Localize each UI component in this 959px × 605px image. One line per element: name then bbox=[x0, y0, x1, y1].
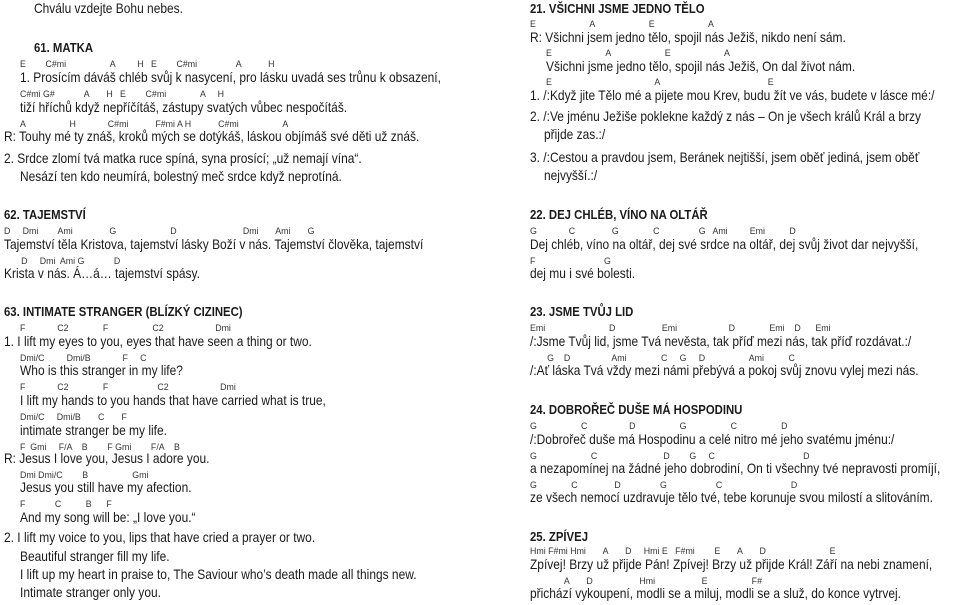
lyric-line: 1. I lift my eyes to you, eyes that have seen a thing or two. bbox=[4, 334, 312, 349]
chord-line: G C D G C D bbox=[530, 421, 788, 432]
song-22-title: 22. DEJ CHLÉB, VÍNO NA OLTÁŘ bbox=[530, 207, 708, 222]
chord-line: Dmi Dmi/C B Gmi bbox=[20, 470, 149, 481]
chord-line: Dmi/C Dmi/B C F bbox=[20, 412, 127, 423]
chord-line: Hmi F#mi Hmi A D Hmi E F#mi E A D E bbox=[530, 546, 836, 557]
chord-line: F C2 F C2 Dmi bbox=[20, 323, 231, 334]
song-23-title: 23. JSME TVŮJ LID bbox=[530, 304, 634, 319]
chord-line: E A E bbox=[546, 77, 774, 88]
lyric-line: 1. Prosícím dáváš chléb svůj k nasycení, pro lásku uvadá ses trůnu k obsazení, bbox=[20, 70, 441, 85]
chord-line: D Dmi Ami G D Dmi Ami G bbox=[4, 226, 315, 237]
lyric-line: 1. /:Když jite Tělo mé a pijete mou Krev, budu žít ve vás, budete v lásce mé:/ bbox=[530, 88, 935, 103]
chord-line: Emi D Emi D Emi D Emi bbox=[530, 323, 831, 334]
chord-line: E C#mi A H E C#mi A H bbox=[20, 59, 275, 70]
lyric-line: 2. I lift my voice to you, lips that have cried a prayer or two. bbox=[4, 530, 316, 545]
lyric-line: 3. /:Cestou a pravdou jsem, Beránek nejtišší, jsem oběť jediná, jsem oběť bbox=[530, 150, 920, 165]
lyric-line: R: Touhy mé ty znáš, kroků mých se dotýkáš, láskou objímáš své děti už znáš. bbox=[4, 129, 420, 144]
lyric-line: I lift up my heart in praise to, The Saviour who’s death made all things new. bbox=[20, 567, 417, 582]
chord-line: F Gmi F/A B F Gmi F/A B bbox=[20, 442, 180, 453]
lyric-line: tiží hříchů když nepříčítáš, zástupy svatých vůbec nespočítáš. bbox=[20, 100, 348, 115]
lyric-line: Who is this stranger in my life? bbox=[20, 363, 183, 378]
lyric-line: přichází vykoupení, modli se a miluj, modli se a služ, do konce vytrvej. bbox=[530, 586, 902, 601]
chord-line: F C B F bbox=[20, 499, 112, 510]
lyric-line: dej mu i své bolesti. bbox=[530, 266, 636, 281]
lyric-line: a nezapomínej na žádné jeho dobrodiní, On ti všechny tvé nepravosti promíjí, bbox=[530, 461, 941, 476]
lyric-line: Krista v nás. Á…á… tajemství spásy. bbox=[4, 266, 200, 281]
lyric-line: 2. Srdce zlomí tvá matka ruce spíná, syna prosící; „už nemají vína“. bbox=[4, 151, 362, 166]
song-63-title: 63. INTIMATE STRANGER (BLÍZKÝ CIZINEC) bbox=[4, 304, 243, 319]
lyric-line: Zpívej! Brzy už přijde Pán! Zpívej! Brzy už přijde Král! Září na nebi znamení, bbox=[530, 557, 933, 572]
lyric-line: nejvyšší.:/ bbox=[544, 168, 598, 183]
lyric-line: /:Dobrořeč duše má Hospodinu a celé nitro mé jeho svatému jménu:/ bbox=[530, 432, 895, 447]
chord-line: G C D G C D bbox=[530, 451, 810, 462]
chord-line: G C D G C D bbox=[530, 480, 798, 491]
lyric-line: /:Ať láska Tvá vždy mezi námi přebývá a pokoj svůj znovu vylej mezi nás. bbox=[530, 363, 919, 378]
lyric-line: I lift my hands to you hands that have carried what is true, bbox=[20, 393, 326, 408]
lyric-line: /:Jsme Tvůj lid, jsme Tvá nevěsta, tak příď mezi nás, tak příď rozdávat.:/ bbox=[530, 334, 912, 349]
chord-line: D Dmi Ami G D bbox=[4, 256, 121, 267]
lyric-line: Intimate stranger only you. bbox=[20, 585, 161, 600]
song-25-title: 25. ZPÍVEJ bbox=[530, 529, 589, 544]
lyric-line: 2. /:Ve jménu Ježiše poklekne každý z nás – On je všech králů Král a brzy bbox=[530, 109, 921, 124]
lyric-line: Beautiful stranger fill my life. bbox=[20, 549, 170, 564]
intro-line: Chválu vzdejte Bohu nebes. bbox=[34, 1, 183, 16]
lyric-line: přijde zas.:/ bbox=[544, 127, 606, 142]
chord-line: G C G C G Ami Emi D bbox=[530, 226, 796, 237]
lyric-line: R: Jesus I love you, Jesus I adore you. bbox=[4, 451, 210, 466]
lyric-line: Dej chléb, víno na oltář, dej své srdce na oltář, dej svůj život dar nejvyšší, bbox=[530, 237, 919, 252]
chord-line: Dmi/C Dmi/B F C bbox=[20, 353, 147, 364]
chord-line: A D Hmi E F# bbox=[530, 576, 762, 587]
song-21-title: 21. VŠICHNI JSME JEDNO TĚLO bbox=[530, 1, 705, 16]
song-24-title: 24. DOBROŘEČ DUŠE MÁ HOSPODINU bbox=[530, 402, 743, 417]
chord-line: G D Ami C G D Ami C bbox=[530, 353, 795, 364]
chord-line: F G bbox=[530, 256, 611, 267]
lyric-line: Nesází ten kdo neumírá, bolestný meč srdce když neprotíná. bbox=[20, 169, 342, 184]
chord-line: A H C#mi F#mi A H C#mi A bbox=[20, 119, 289, 130]
lyric-line: Jesus you still have my afection. bbox=[20, 480, 192, 495]
lyric-line: Všichni jsme jedno tělo, spojil nás Ježiš, On dal život nám. bbox=[546, 59, 856, 74]
lyric-line: intimate stranger be my life. bbox=[20, 423, 167, 438]
lyric-line: Tajemství těla Kristova, tajemství lásky Boží v nás. Tajemství člověka, tajemství bbox=[4, 237, 424, 252]
lyric-line: ze všech nemocí uzdravuje tělo tvé, tebe korunuje svou milostí a slitováním. bbox=[530, 490, 933, 505]
chord-line: C#mi G# A H E C#mi A H bbox=[20, 89, 225, 100]
song-61-title: 61. MATKA bbox=[34, 40, 94, 55]
chord-line: F C2 F C2 Dmi bbox=[20, 382, 236, 393]
chord-line: E A E A bbox=[546, 48, 730, 59]
lyric-line: And my song will be: „I love you.“ bbox=[20, 510, 196, 525]
lyric-line: R: Všichni jsem jedno tělo, spojil nás Ježiš, nikdo není sám. bbox=[530, 30, 846, 45]
song-62-title: 62. TAJEMSTVÍ bbox=[4, 207, 86, 222]
chord-line: E A E A bbox=[530, 19, 714, 30]
